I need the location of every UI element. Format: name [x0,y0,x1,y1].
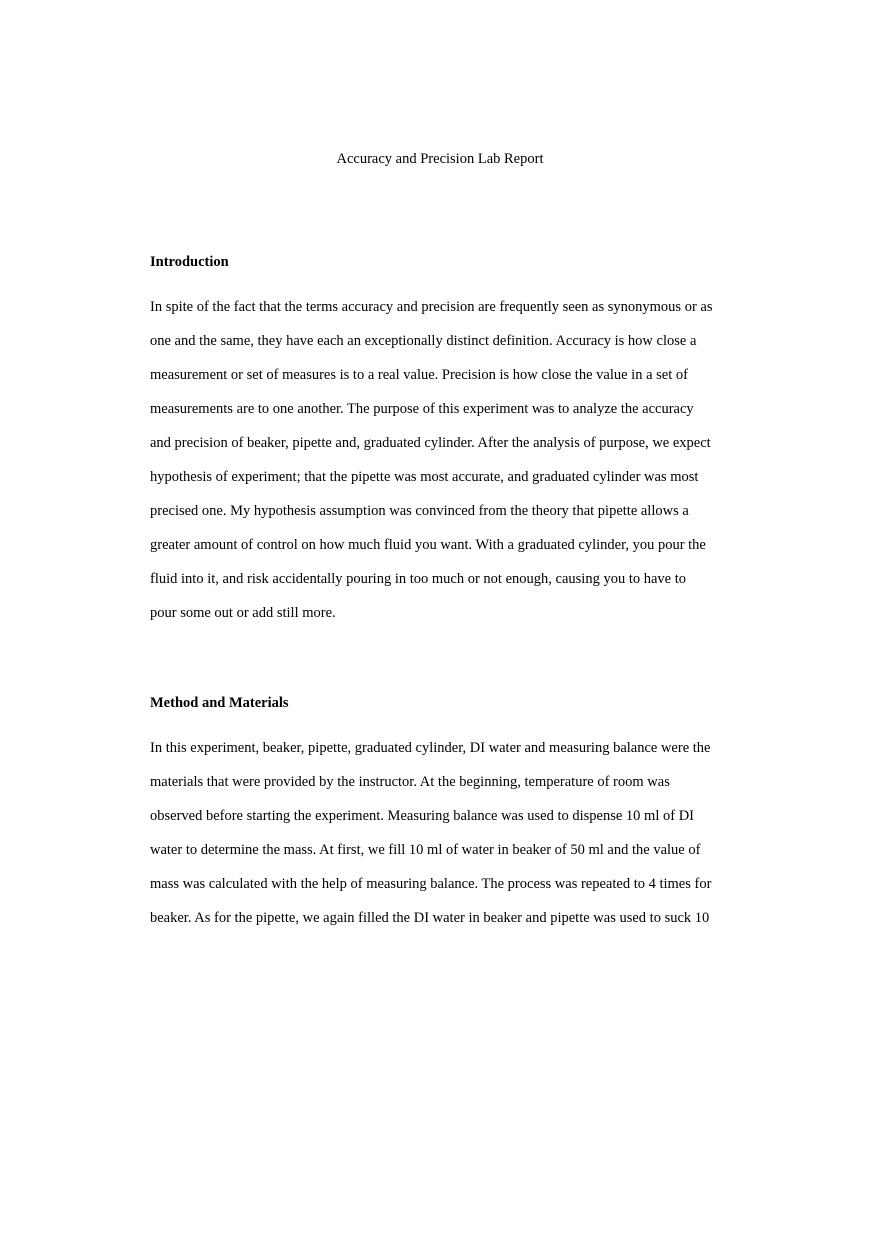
paragraph-line: fluid into it, and risk accidentally pouring in too much or not enough, causing you to have to [150,571,686,587]
paragraph-line: one and the same, they have each an exceptionally distinct definition. Accuracy is how close a [150,333,697,349]
paragraph-line: measurements are to one another. The purpose of this experiment was to analyze the accuracy [150,401,694,417]
method-and-materials-paragraph [150,738,730,942]
paragraph-line: mass was calculated with the help of measuring balance. The process was repeated to 4 times for [150,876,712,892]
paragraph-line: pour some out or add still more. [150,605,336,621]
page-title: Accuracy and Precision Lab Report [336,151,544,167]
paragraph-line: hypothesis of experiment; that the pipette was most accurate, and graduated cylinder was most [150,469,699,485]
paragraph-line: measurement or set of measures is to a real value. Precision is how close the value in a set of [150,367,688,383]
section-heading-method-and-materials: Method and Materials [150,695,289,711]
paragraph-line: precised one. My hypothesis assumption was convinced from the theory that pipette allows a [150,503,689,519]
paragraph-line: In spite of the fact that the terms accuracy and precision are frequently seen as synonymous or as [150,299,713,315]
paragraph-line: greater amount of control on how much fluid you want. With a graduated cylinder, you pour the [150,537,706,553]
paragraph-line: observed before starting the experiment. Measuring balance was used to dispense 10 ml of DI [150,808,694,824]
paragraph-line: beaker. As for the pipette, we again filled the DI water in beaker and pipette was used to suck 10 [150,910,710,926]
paragraph-line: and precision of beaker, pipette and, graduated cylinder. After the analysis of purpose, we expect [150,435,711,451]
paragraph-line: materials that were provided by the instructor. At the beginning, temperature of room was [150,774,670,790]
paragraph-line: In this experiment, beaker, pipette, graduated cylinder, DI water and measuring balance were the [150,740,711,756]
introduction-paragraph [150,297,730,637]
section-heading-introduction: Introduction [150,254,229,270]
paragraph-line: water to determine the mass. At first, we fill 10 ml of water in beaker of 50 ml and the value of [150,842,701,858]
